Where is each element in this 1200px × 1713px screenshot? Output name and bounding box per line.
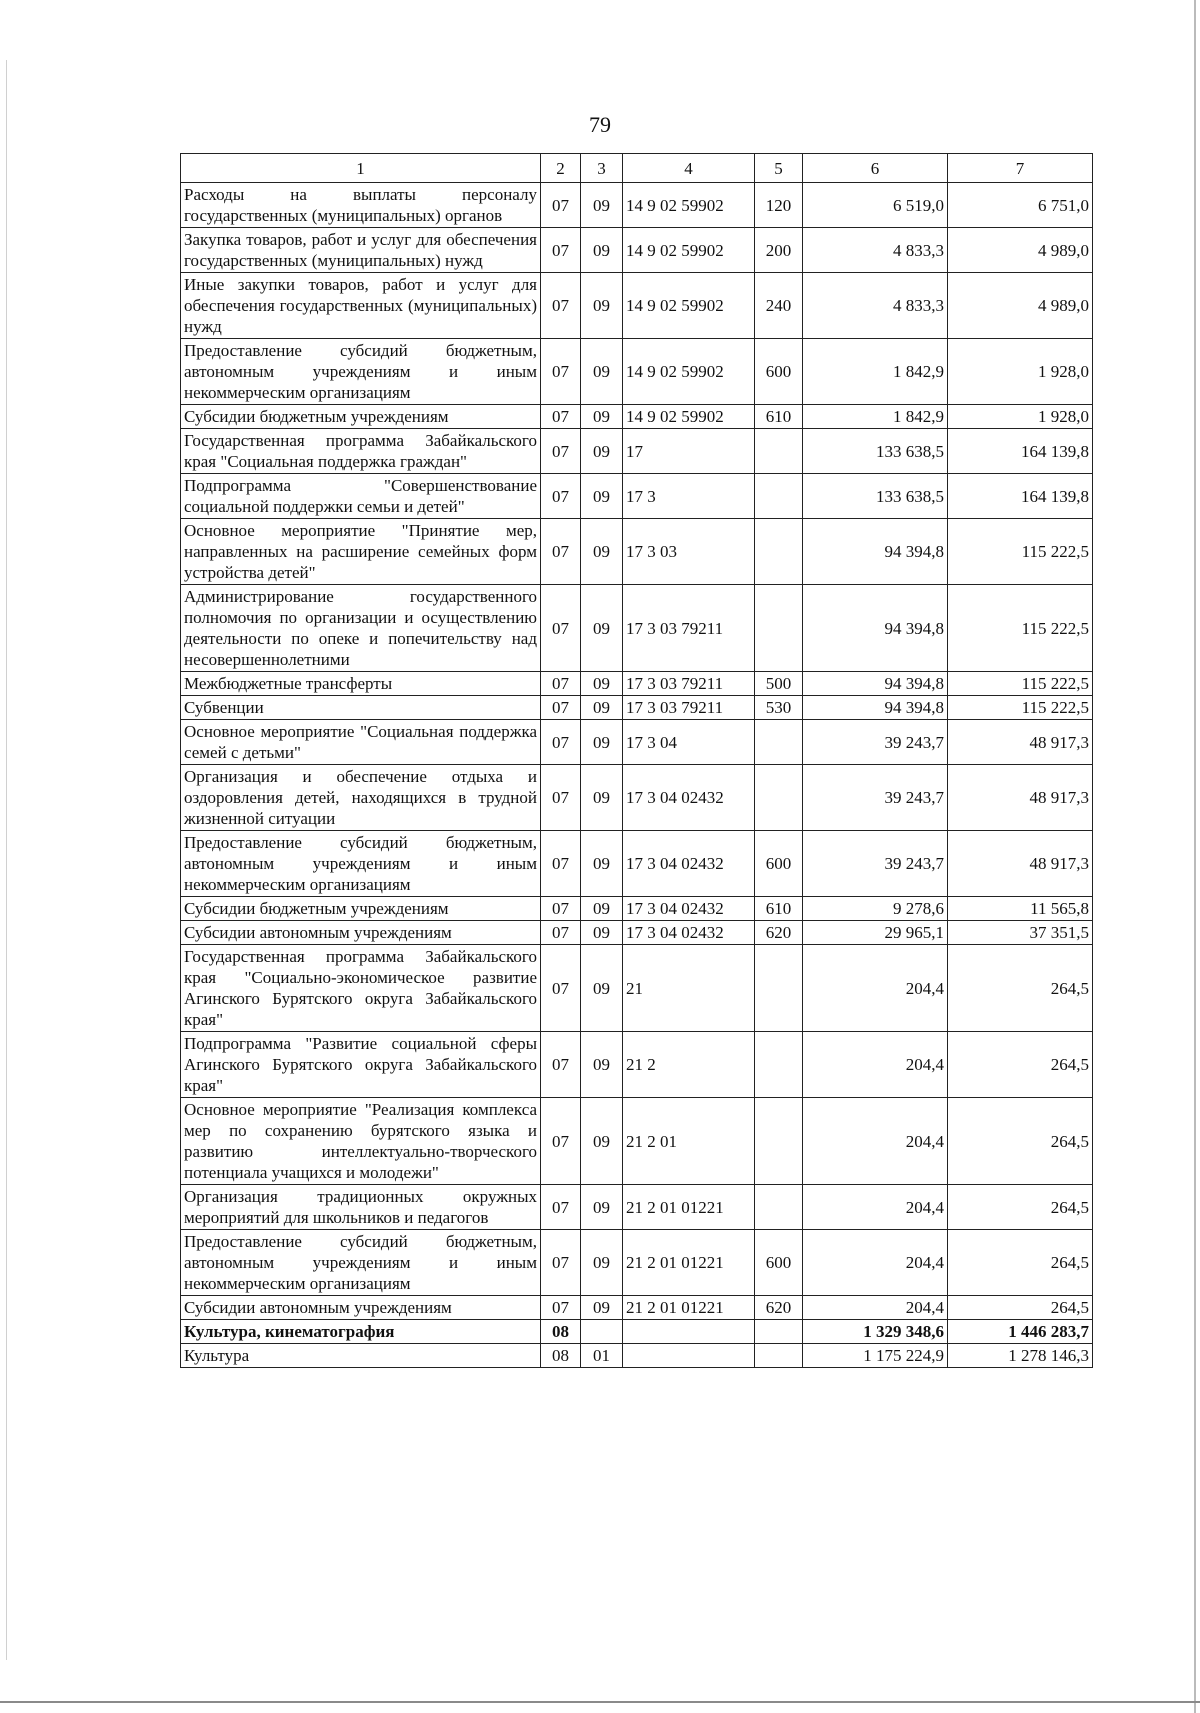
subsection-code-cell: 09 — [581, 1230, 623, 1296]
row-name-cell: Предоставление субсидий бюджетным, автономным учреждениям и иным некоммерческим организациям — [181, 1230, 541, 1296]
expense-type-cell: 620 — [755, 1296, 803, 1320]
section-code-cell: 07 — [541, 1296, 581, 1320]
target-article-cell: 21 2 01 01221 — [623, 1296, 755, 1320]
amount-year1-cell: 39 243,7 — [803, 831, 948, 897]
amount-year2-cell: 6 751,0 — [948, 183, 1093, 228]
row-name-cell: Культура — [181, 1344, 541, 1368]
subsection-code-cell: 09 — [581, 585, 623, 672]
subsection-code-cell: 09 — [581, 1296, 623, 1320]
amount-year2-cell: 4 989,0 — [948, 228, 1093, 273]
amount-year1-cell: 1 329 348,6 — [803, 1320, 948, 1344]
section-code-cell: 07 — [541, 831, 581, 897]
target-article-cell: 17 3 03 79211 — [623, 672, 755, 696]
amount-year1-cell: 204,4 — [803, 1296, 948, 1320]
amount-year1-cell: 204,4 — [803, 1185, 948, 1230]
table-row — [181, 765, 1093, 831]
table-row — [181, 921, 1093, 945]
target-article-cell: 14 9 02 59902 — [623, 273, 755, 339]
amount-year2-cell: 48 917,3 — [948, 765, 1093, 831]
amount-year2-cell: 264,5 — [948, 1185, 1093, 1230]
table-row — [181, 474, 1093, 519]
row-name-cell: Основное мероприятие "Социальная поддержка семей с детьми" — [181, 720, 541, 765]
subsection-code-cell: 09 — [581, 228, 623, 273]
amount-year1-cell: 39 243,7 — [803, 765, 948, 831]
expense-type-cell — [755, 519, 803, 585]
expense-type-cell: 600 — [755, 831, 803, 897]
row-name-cell: Субсидии автономным учреждениям — [181, 921, 541, 945]
subsection-code-cell: 09 — [581, 1098, 623, 1185]
expense-type-cell — [755, 720, 803, 765]
section-code-cell: 08 — [541, 1344, 581, 1368]
subsection-code-cell: 09 — [581, 945, 623, 1032]
row-name-cell: Государственная программа Забайкальского края "Социальная поддержка граждан" — [181, 429, 541, 474]
amount-year1-cell: 204,4 — [803, 1032, 948, 1098]
amount-year1-cell: 94 394,8 — [803, 585, 948, 672]
amount-year1-cell: 204,4 — [803, 1230, 948, 1296]
target-article-cell — [623, 1344, 755, 1368]
expense-type-cell: 600 — [755, 339, 803, 405]
amount-year2-cell: 264,5 — [948, 1230, 1093, 1296]
subsection-code-cell — [581, 1320, 623, 1344]
target-article-cell: 21 2 — [623, 1032, 755, 1098]
section-code-cell: 07 — [541, 1230, 581, 1296]
section-code-cell: 07 — [541, 405, 581, 429]
header-cell: 6 — [803, 154, 948, 183]
subsection-code-cell: 09 — [581, 474, 623, 519]
amount-year2-cell: 264,5 — [948, 1296, 1093, 1320]
expense-type-cell: 240 — [755, 273, 803, 339]
table-row — [181, 1098, 1093, 1185]
section-code-cell: 07 — [541, 585, 581, 672]
expense-type-cell — [755, 474, 803, 519]
row-name-cell: Субсидии бюджетным учреждениям — [181, 405, 541, 429]
row-name-cell: Закупка товаров, работ и услуг для обеспечения государственных (муниципальных) нужд — [181, 228, 541, 273]
amount-year1-cell: 4 833,3 — [803, 228, 948, 273]
amount-year1-cell: 133 638,5 — [803, 429, 948, 474]
amount-year2-cell: 115 222,5 — [948, 696, 1093, 720]
subsection-code-cell: 09 — [581, 1185, 623, 1230]
subsection-code-cell: 09 — [581, 273, 623, 339]
table-row — [181, 1185, 1093, 1230]
amount-year2-cell: 115 222,5 — [948, 672, 1093, 696]
row-name-cell: Субсидии бюджетным учреждениям — [181, 897, 541, 921]
target-article-cell: 17 — [623, 429, 755, 474]
page-number: 79 — [589, 112, 611, 137]
scan-edge-right — [1194, 0, 1196, 1713]
expense-type-cell: 620 — [755, 921, 803, 945]
target-article-cell: 17 3 — [623, 474, 755, 519]
table-row — [181, 1344, 1093, 1368]
table-header-row — [181, 154, 1093, 183]
scan-edge-bottom — [0, 1701, 1200, 1703]
subsection-code-cell: 09 — [581, 405, 623, 429]
amount-year1-cell: 1 175 224,9 — [803, 1344, 948, 1368]
amount-year1-cell: 94 394,8 — [803, 519, 948, 585]
amount-year2-cell: 115 222,5 — [948, 585, 1093, 672]
subsection-code-cell: 01 — [581, 1344, 623, 1368]
target-article-cell: 17 3 04 — [623, 720, 755, 765]
section-code-cell: 07 — [541, 429, 581, 474]
header-cell: 2 — [541, 154, 581, 183]
row-name-cell: Подпрограмма "Совершенствование социальной поддержки семьи и детей" — [181, 474, 541, 519]
target-article-cell: 17 3 04 02432 — [623, 831, 755, 897]
expense-type-cell: 120 — [755, 183, 803, 228]
amount-year2-cell: 1 928,0 — [948, 405, 1093, 429]
target-article-cell: 17 3 03 — [623, 519, 755, 585]
row-name-cell: Организация и обеспечение отдыха и оздоровления детей, находящихся в трудной жизненной ситуации — [181, 765, 541, 831]
target-article-cell: 17 3 03 79211 — [623, 696, 755, 720]
target-article-cell: 21 2 01 01221 — [623, 1230, 755, 1296]
header-cell: 5 — [755, 154, 803, 183]
expense-type-cell — [755, 765, 803, 831]
table-row — [181, 897, 1093, 921]
row-name-cell: Межбюджетные трансферты — [181, 672, 541, 696]
table-row — [181, 1230, 1093, 1296]
amount-year2-cell: 115 222,5 — [948, 519, 1093, 585]
amount-year1-cell: 9 278,6 — [803, 897, 948, 921]
section-code-cell: 07 — [541, 1032, 581, 1098]
target-article-cell: 17 3 04 02432 — [623, 765, 755, 831]
subsection-code-cell: 09 — [581, 1032, 623, 1098]
target-article-cell: 21 2 01 — [623, 1098, 755, 1185]
budget-table — [180, 153, 1093, 1368]
table-row — [181, 1032, 1093, 1098]
expense-type-cell: 200 — [755, 228, 803, 273]
header-cell: 1 — [181, 154, 541, 183]
subsection-code-cell: 09 — [581, 765, 623, 831]
table-row — [181, 183, 1093, 228]
target-article-cell: 21 — [623, 945, 755, 1032]
amount-year1-cell: 1 842,9 — [803, 339, 948, 405]
expense-type-cell: 610 — [755, 897, 803, 921]
section-code-cell: 07 — [541, 183, 581, 228]
table-row — [181, 405, 1093, 429]
amount-year2-cell: 164 139,8 — [948, 474, 1093, 519]
expense-type-cell — [755, 429, 803, 474]
amount-year2-cell: 1 446 283,7 — [948, 1320, 1093, 1344]
target-article-cell: 17 3 04 02432 — [623, 897, 755, 921]
section-code-cell: 07 — [541, 945, 581, 1032]
table-row — [181, 273, 1093, 339]
target-article-cell: 17 3 04 02432 — [623, 921, 755, 945]
amount-year2-cell: 1 928,0 — [948, 339, 1093, 405]
amount-year2-cell: 164 139,8 — [948, 429, 1093, 474]
amount-year2-cell: 264,5 — [948, 1098, 1093, 1185]
amount-year1-cell: 1 842,9 — [803, 405, 948, 429]
section-code-cell: 07 — [541, 228, 581, 273]
scan-edge-left — [6, 60, 7, 1660]
table-row — [181, 720, 1093, 765]
subsection-code-cell: 09 — [581, 831, 623, 897]
target-article-cell: 21 2 01 01221 — [623, 1185, 755, 1230]
table-row — [181, 429, 1093, 474]
amount-year2-cell: 48 917,3 — [948, 720, 1093, 765]
expense-type-cell — [755, 1032, 803, 1098]
expense-type-cell — [755, 1185, 803, 1230]
table-body — [181, 154, 1093, 1368]
header-cell: 7 — [948, 154, 1093, 183]
amount-year2-cell: 48 917,3 — [948, 831, 1093, 897]
section-code-cell: 07 — [541, 519, 581, 585]
section-code-cell: 07 — [541, 672, 581, 696]
row-name-cell: Основное мероприятие "Реализация комплекса мер по сохранению бурятского языка и развитию интеллектуально-творческого потенциала учащихся и молодежи" — [181, 1098, 541, 1185]
row-name-cell: Расходы на выплаты персоналу государственных (муниципальных) органов — [181, 183, 541, 228]
row-name-cell: Организация традиционных окружных мероприятий для школьников и педагогов — [181, 1185, 541, 1230]
amount-year1-cell: 204,4 — [803, 1098, 948, 1185]
expense-type-cell — [755, 945, 803, 1032]
target-article-cell — [623, 1320, 755, 1344]
target-article-cell: 17 3 03 79211 — [623, 585, 755, 672]
expense-type-cell: 500 — [755, 672, 803, 696]
row-name-cell: Администрирование государственного полномочия по организации и осуществлению деятельности по опеке и попечительству над несовершеннолетними — [181, 585, 541, 672]
amount-year1-cell: 29 965,1 — [803, 921, 948, 945]
subsection-code-cell: 09 — [581, 921, 623, 945]
target-article-cell: 14 9 02 59902 — [623, 183, 755, 228]
table-row — [181, 228, 1093, 273]
expense-type-cell — [755, 1320, 803, 1344]
row-name-cell: Государственная программа Забайкальского края "Социально-экономическое развитие Агинского Бурятского округа Забайкальского края" — [181, 945, 541, 1032]
section-code-cell: 07 — [541, 720, 581, 765]
header-cell: 4 — [623, 154, 755, 183]
table-row — [181, 945, 1093, 1032]
section-code-cell: 07 — [541, 921, 581, 945]
section-code-cell: 07 — [541, 765, 581, 831]
amount-year2-cell: 1 278 146,3 — [948, 1344, 1093, 1368]
expense-type-cell — [755, 1098, 803, 1185]
table-row — [181, 1296, 1093, 1320]
row-name-cell: Субвенции — [181, 696, 541, 720]
section-code-cell: 07 — [541, 696, 581, 720]
subsection-code-cell: 09 — [581, 720, 623, 765]
row-name-cell: Предоставление субсидий бюджетным, автономным учреждениям и иным некоммерческим организациям — [181, 831, 541, 897]
amount-year1-cell: 204,4 — [803, 945, 948, 1032]
row-name-cell: Культура, кинематография — [181, 1320, 541, 1344]
table-row — [181, 519, 1093, 585]
section-code-cell: 07 — [541, 474, 581, 519]
amount-year1-cell: 4 833,3 — [803, 273, 948, 339]
expense-type-cell: 610 — [755, 405, 803, 429]
expense-type-cell: 530 — [755, 696, 803, 720]
amount-year2-cell: 11 565,8 — [948, 897, 1093, 921]
amount-year2-cell: 264,5 — [948, 1032, 1093, 1098]
row-name-cell: Основное мероприятие "Принятие мер, направленных на расширение семейных форм устройства детей" — [181, 519, 541, 585]
amount-year2-cell: 264,5 — [948, 945, 1093, 1032]
section-code-cell: 07 — [541, 1185, 581, 1230]
expense-type-cell: 600 — [755, 1230, 803, 1296]
row-name-cell: Подпрограмма "Развитие социальной сферы Агинского Бурятского округа Забайкальского края" — [181, 1032, 541, 1098]
table-row — [181, 672, 1093, 696]
expense-type-cell — [755, 1344, 803, 1368]
section-code-cell: 07 — [541, 897, 581, 921]
amount-year2-cell: 4 989,0 — [948, 273, 1093, 339]
target-article-cell: 14 9 02 59902 — [623, 228, 755, 273]
target-article-cell: 14 9 02 59902 — [623, 405, 755, 429]
subsection-code-cell: 09 — [581, 519, 623, 585]
amount-year1-cell: 6 519,0 — [803, 183, 948, 228]
section-code-cell: 07 — [541, 1098, 581, 1185]
section-code-cell: 08 — [541, 1320, 581, 1344]
subsection-code-cell: 09 — [581, 696, 623, 720]
section-code-cell: 07 — [541, 273, 581, 339]
header-cell: 3 — [581, 154, 623, 183]
amount-year1-cell: 39 243,7 — [803, 720, 948, 765]
amount-year2-cell: 37 351,5 — [948, 921, 1093, 945]
row-name-cell: Иные закупки товаров, работ и услуг для обеспечения государственных (муниципальных) нужд — [181, 273, 541, 339]
subsection-code-cell: 09 — [581, 429, 623, 474]
subsection-code-cell: 09 — [581, 672, 623, 696]
row-name-cell: Предоставление субсидий бюджетным, автономным учреждениям и иным некоммерческим организациям — [181, 339, 541, 405]
expense-type-cell — [755, 585, 803, 672]
row-name-cell: Субсидии автономным учреждениям — [181, 1296, 541, 1320]
subsection-code-cell: 09 — [581, 897, 623, 921]
subsection-code-cell: 09 — [581, 183, 623, 228]
table-row — [181, 696, 1093, 720]
section-code-cell: 07 — [541, 339, 581, 405]
target-article-cell: 14 9 02 59902 — [623, 339, 755, 405]
amount-year1-cell: 94 394,8 — [803, 672, 948, 696]
amount-year1-cell: 94 394,8 — [803, 696, 948, 720]
table-row — [181, 585, 1093, 672]
table-row — [181, 1320, 1093, 1344]
table-row — [181, 831, 1093, 897]
amount-year1-cell: 133 638,5 — [803, 474, 948, 519]
table-row — [181, 339, 1093, 405]
subsection-code-cell: 09 — [581, 339, 623, 405]
